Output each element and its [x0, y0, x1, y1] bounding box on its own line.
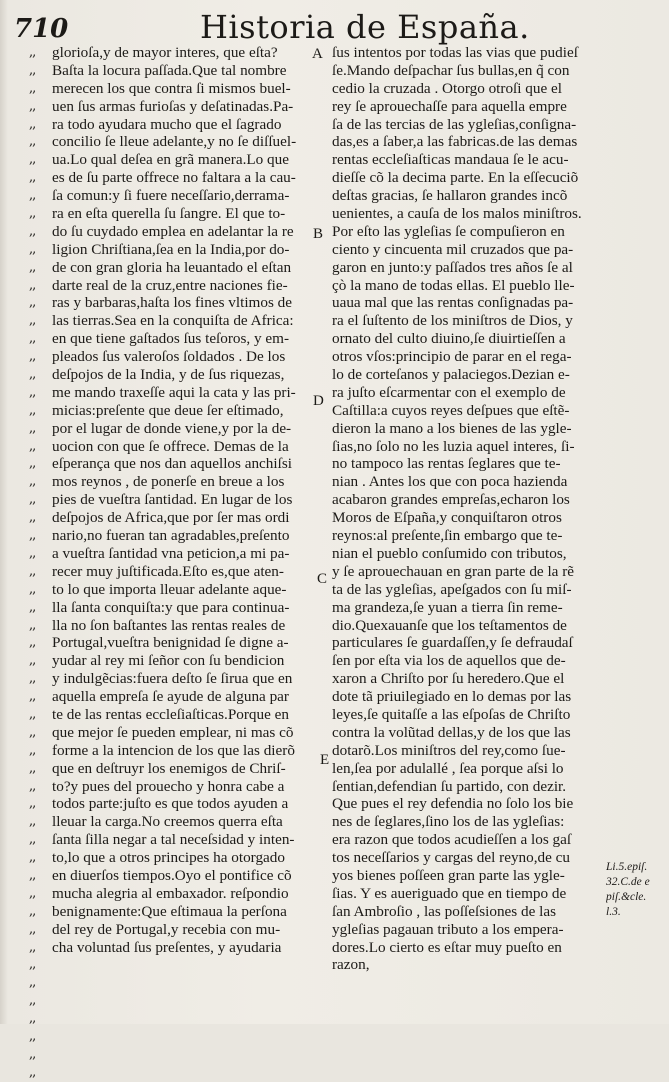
text-line: rey ſe aprouechaſſe para aquella empre [332, 97, 567, 115]
text-line: lla ſanta conquiſta:y que para continua- [52, 598, 290, 616]
text-line: ſan Ambroſio , las poſſeſsiones de las [332, 902, 556, 920]
quotation-mark: ,, [29, 850, 36, 866]
text-line: lla no ſon baſtantes las rentas reales de [52, 616, 286, 634]
citation-line: piſ.&cle. [606, 891, 647, 903]
text-line: por el lugar de donde viene,y por la de- [52, 419, 292, 437]
quotation-mark: ,, [29, 152, 36, 168]
text-line: ſias. Y es aueriguado que en tiempo de [332, 884, 567, 902]
text-line: ornato del culto diuino,ſe diuirtieſſen a [332, 330, 566, 348]
text-line: uocion con que ſe offrece. Demas de la [52, 437, 289, 455]
quotation-mark: ,, [29, 742, 36, 758]
text-line: leyes,ſe quitaſſe a las eſpoſas de Chriſto [332, 705, 571, 723]
text-line: uaua mal que las rentas conſignadas pa- [332, 294, 574, 312]
quotation-mark: ,, [29, 510, 36, 526]
quotation-mark: ,, [29, 957, 36, 973]
quotation-mark: ,, [29, 1011, 36, 1027]
text-line: ra juſto eſcarmentar con el exemplo de [332, 383, 566, 401]
text-line: que en deſtruyr los enemigos de Chriſ- [52, 759, 286, 777]
text-line: concilio ſe lleue adelante,y no ſe diſſuel- [52, 133, 297, 151]
text-line: en diuerſos tiempos.Oyo el pontifice cõ [52, 866, 292, 884]
text-line: mucha alegria al embaxador. reſpondio [52, 884, 289, 902]
quotation-mark: ,, [29, 259, 36, 275]
quotation-mark: ,, [29, 545, 36, 561]
text-line: garon en junto:y paſſados tres años ſe al [332, 258, 573, 276]
text-line: ſus intentos por todas las vias que pudieſ [332, 44, 578, 61]
text-line: ra en eſta querella ſu ſangre. El que to- [52, 205, 286, 223]
left-text-column [52, 44, 312, 956]
text-line: darte real de la cruz,entre naciones fie- [52, 276, 288, 294]
right-text-column [332, 44, 597, 974]
quotation-mark: ,, [29, 796, 36, 812]
quotation-mark: ,, [29, 671, 36, 687]
text-line: aquella empreſa ſe ayude de alguna par [52, 688, 289, 706]
text-line: ra el ſuſtento de los miniſtros de Dios, y [332, 312, 573, 330]
quotation-mark: ,, [29, 456, 36, 472]
citation-line: 32.C.de e [606, 876, 650, 888]
text-line: lo de corteſanos y palaciegos.Dezian e- [332, 366, 570, 384]
section-marker-d: D [313, 393, 324, 409]
text-line: Baſta la locura paſſada.Que tal nombre [52, 61, 287, 79]
text-line: glorioſa,y de mayor interes, que eſta? [52, 44, 278, 61]
text-line: çò la mano de todas ellas. El pueblo lle- [332, 276, 575, 294]
text-line: ciento y cincuenta mil cruzados que pa- [332, 240, 574, 258]
text-line: dieſſe cõ la decima parte. En la eſſecuciõ [332, 169, 579, 187]
text-line: ligion Chriſtiana,ſea en la India,por do- [52, 240, 290, 258]
text-line: ſias,no ſolo no les luzia aquel interes, ſi- [332, 437, 575, 455]
quotation-mark: ,, [29, 1064, 36, 1080]
text-line: es de ſu parte offrece no faltara a la cau- [52, 169, 296, 187]
text-line: das,es a ſaber,a las fabricas.de las demas [332, 133, 578, 151]
text-line: deſpojos de Africa,que por ſer mas ordi [52, 509, 290, 527]
quotation-mark: ,, [29, 975, 36, 991]
text-line: deſtas gracias, ſe hallaron grandes incõ [332, 187, 568, 205]
quotation-mark: ,, [29, 814, 36, 830]
text-line: nian el pueblo conſumido con tributos, [332, 544, 567, 562]
quotation-mark: ,, [29, 724, 36, 740]
text-line: contra la volũtad dellas,y de los que las [332, 723, 571, 741]
quotation-mark: ,, [29, 832, 36, 848]
text-line: to?y pues del prouecho y honra cabe a [52, 777, 285, 795]
text-line: eſperança que nos dan aquellos anchiſsi [52, 455, 292, 473]
text-line: era razon que todos acudieſſen a los gaſ [332, 831, 572, 849]
quotation-mark: ,, [29, 581, 36, 597]
quotation-mark: ,, [29, 528, 36, 544]
text-line: ma grandeza,ſe yuan a tierra ſin reme- [332, 598, 563, 616]
quotation-mark: ,, [29, 921, 36, 937]
quotation-mark: ,, [29, 653, 36, 669]
text-line: merecen los que contra ſi mismos buel- [52, 79, 291, 97]
text-line: ſentian,defendian ſu partido, con dezir. [332, 777, 567, 795]
text-line: ra todo ayudara mucho que el ſagrado [52, 115, 282, 133]
text-line: rentas eccleſiaſticas mandaua ſe le acu- [332, 151, 569, 169]
text-line: a vueſtra ſantidad vna peticion,a mi pa- [52, 544, 290, 562]
quotation-mark: ,, [29, 420, 36, 436]
text-line: razon, [332, 956, 370, 974]
quotation-mark: ,, [29, 98, 36, 114]
quotation-mark: ,, [29, 993, 36, 1009]
quotation-marks-margin [29, 44, 51, 1082]
text-line: que mejor ſe pueden emplear, ni mas cõ [52, 723, 294, 741]
text-line: ras y barbaras,haſta los fines vltimos de [52, 294, 292, 312]
quotation-mark: ,, [29, 62, 36, 78]
quotation-mark: ,, [29, 885, 36, 901]
text-line: me mando traxeſſe aqui la cata y las pri- [52, 383, 296, 401]
text-line: ua.Lo qual deſea en grã manera.Lo que [52, 151, 289, 169]
quotation-mark: ,, [29, 1046, 36, 1062]
quotation-mark: ,, [29, 295, 36, 311]
quotation-mark: ,, [29, 170, 36, 186]
text-line: dieron la mano a los bienes de las ygle- [332, 419, 572, 437]
text-line: Que pues el rey defendia no ſolo los bie [332, 795, 574, 813]
quotation-mark: ,, [29, 760, 36, 776]
text-line: dores.Lo cierto es eſtar muy pueſto en [332, 938, 562, 956]
text-line: cedio la cruzada . Otorgo otroſi que el [332, 79, 562, 97]
quotation-mark: ,, [29, 223, 36, 239]
text-line: ſa comun:y ſi fuere neceſſario,derrama- [52, 187, 290, 205]
text-line: en que tiene gaſtados ſus teſoros, y em- [52, 330, 290, 348]
text-line: pies de vueſtra ſantidad. En lugar de los [52, 491, 293, 509]
text-line: uenientes, a cauſa de los malos miniſtros. [332, 205, 582, 223]
text-line: te de las rentas eccleſiaſticas.Porque en [52, 705, 289, 723]
text-line: ſe.Mando deſpachar ſus bullas,en q̃ con [332, 61, 570, 79]
text-line: y indulgẽcias:fuera deſto ſe ſirua que en [52, 670, 293, 688]
quotation-mark: ,, [29, 563, 36, 579]
text-line: nario,no fueran tan agradables,preſento [52, 527, 290, 545]
quotation-mark: ,, [29, 367, 36, 383]
page-number: 710 [14, 14, 69, 44]
quotation-mark: ,, [29, 188, 36, 204]
text-line: no tampoco las rentas ſeglares que te- [332, 455, 561, 473]
quotation-mark: ,, [29, 474, 36, 490]
text-line: deſpojos de la India, y de ſus riquezas, [52, 366, 285, 384]
text-line: xaron a Chriſto por ſu heredero.Que el [332, 670, 565, 688]
text-line: acabaron grandes empreſas,echaron los [332, 491, 570, 509]
quotation-mark: ,, [29, 939, 36, 955]
quotation-mark: ,, [29, 45, 36, 60]
quotation-mark: ,, [29, 1028, 36, 1044]
text-line: benignamente:Que eſtimaua la perſona [52, 902, 287, 920]
section-marker-c: C [317, 571, 328, 587]
text-line: dote tã priuilegiado en lo demas por las [332, 688, 572, 706]
quotation-mark: ,, [29, 241, 36, 257]
text-line: mos reynos , de ponerſe en breue a los [52, 473, 285, 491]
text-line: Por eſto las ygleſias ſe compuſieron en [332, 222, 565, 240]
text-line: uen ſus armas furioſas y deſatinadas.Pa- [52, 97, 294, 115]
citation-line: l.3. [606, 906, 621, 918]
quotation-mark: ,, [29, 206, 36, 222]
text-line: ſen por eſta via los de aquellos que de- [332, 652, 566, 670]
text-line: pleados ſus valeroſos ſoldados . De los [52, 348, 286, 366]
quotation-mark: ,, [29, 402, 36, 418]
quotation-mark: ,, [29, 438, 36, 454]
text-line: recer muy juſtificada.Eſto es,que aten- [52, 562, 284, 580]
text-line: dio.Quexauanſe que los teſtamentos de [332, 616, 567, 634]
text-line: Portugal,vueſtra benignidad ſe digne a- [52, 634, 289, 652]
text-line: to lo que importa lleuar adelante aque- [52, 580, 287, 598]
text-line: micias:preſente que deue ſer eſtimado, [52, 401, 284, 419]
text-line: todos parte:juſto es que todos ayuden a [52, 795, 289, 813]
text-line: lleuar la carga.No creemos querra eſta [52, 813, 283, 831]
text-line: forme a la intencion de los que las dierõ [52, 741, 295, 759]
quotation-mark: ,, [29, 331, 36, 347]
quotation-mark: ,, [29, 80, 36, 96]
quotation-mark: ,, [29, 867, 36, 883]
section-marker-b: B [313, 226, 324, 242]
quotation-mark: ,, [29, 689, 36, 705]
text-line: otros vſos:principio de parar en el rega- [332, 348, 572, 366]
text-line: do ſu cuydado emplea en adelantar la re [52, 222, 294, 240]
marginal-citation [606, 860, 666, 920]
text-line: de con gran gloria ha leuantado el eſtan [52, 258, 292, 276]
page-header [0, 6, 669, 46]
text-line: nian . Antes los que con poca hazienda [332, 473, 568, 491]
text-line: y ſe aprouechauan en gran parte de la rẽ [332, 562, 575, 580]
text-line: yos bienes poſſeen gran parte las ygle- [332, 866, 565, 884]
citation-line: Li.5.epiſ. [606, 861, 648, 873]
quotation-mark: ,, [29, 617, 36, 633]
text-line: reynos:al preſente,ſin embargo que te- [332, 527, 563, 545]
quotation-mark: ,, [29, 635, 36, 651]
text-line: nes de ſeglares,ſino los de las ygleſias: [332, 813, 565, 831]
text-line: del rey de Portugal,y recebia con mu- [52, 920, 281, 938]
text-line: dotarõ.Los miniſtros del rey,como ſue- [332, 741, 566, 759]
quotation-mark: ,, [29, 277, 36, 293]
quotation-mark: ,, [29, 384, 36, 400]
quotation-mark: ,, [29, 706, 36, 722]
quotation-mark: ,, [29, 134, 36, 150]
text-line: len,ſea por adulallé , ſea porque aſsi lo [332, 759, 564, 777]
text-line: tos neceſſarios y cargas del reyno,de cu [332, 849, 570, 867]
text-line: Moros de Eſpaña,y conquiſtaron otros [332, 509, 562, 527]
quotation-mark: ,, [29, 492, 36, 508]
section-marker-e: E [320, 752, 330, 768]
quotation-mark: ,, [29, 313, 36, 329]
text-line: ta de las ygleſias, apeſgados con ſu miſ- [332, 580, 572, 598]
text-line: particulares ſe guardaſſen,y ſe defraudaſ [332, 634, 573, 652]
quotation-mark: ,, [29, 903, 36, 919]
text-line: ſa de las tercias de las ygleſias,conſigna- [332, 115, 577, 133]
text-line: Caſtilla:a cuyos reyes deſpues que eſtẽ- [332, 401, 570, 419]
quotation-mark: ,, [29, 778, 36, 794]
section-marker-a: A [312, 46, 323, 62]
text-line: yudar al rey mi ſeñor con ſu bendicion [52, 652, 285, 670]
quotation-mark: ,, [29, 349, 36, 365]
quotation-mark: ,, [29, 599, 36, 615]
text-line: ygleſias pagauan tributo a los empera- [332, 920, 564, 938]
running-title: Historia de España. [200, 8, 530, 46]
text-line: to,lo que a otros principes ha otorgado [52, 849, 285, 867]
text-line: ſanta ſilla negar a tal neceſsidad y inten- [52, 831, 295, 849]
quotation-mark: ,, [29, 116, 36, 132]
text-line: cha voluntad ſus preſentes, y ayudaria [52, 938, 282, 956]
text-line: las tierras.Sea en la conquiſta de Africa: [52, 312, 294, 330]
